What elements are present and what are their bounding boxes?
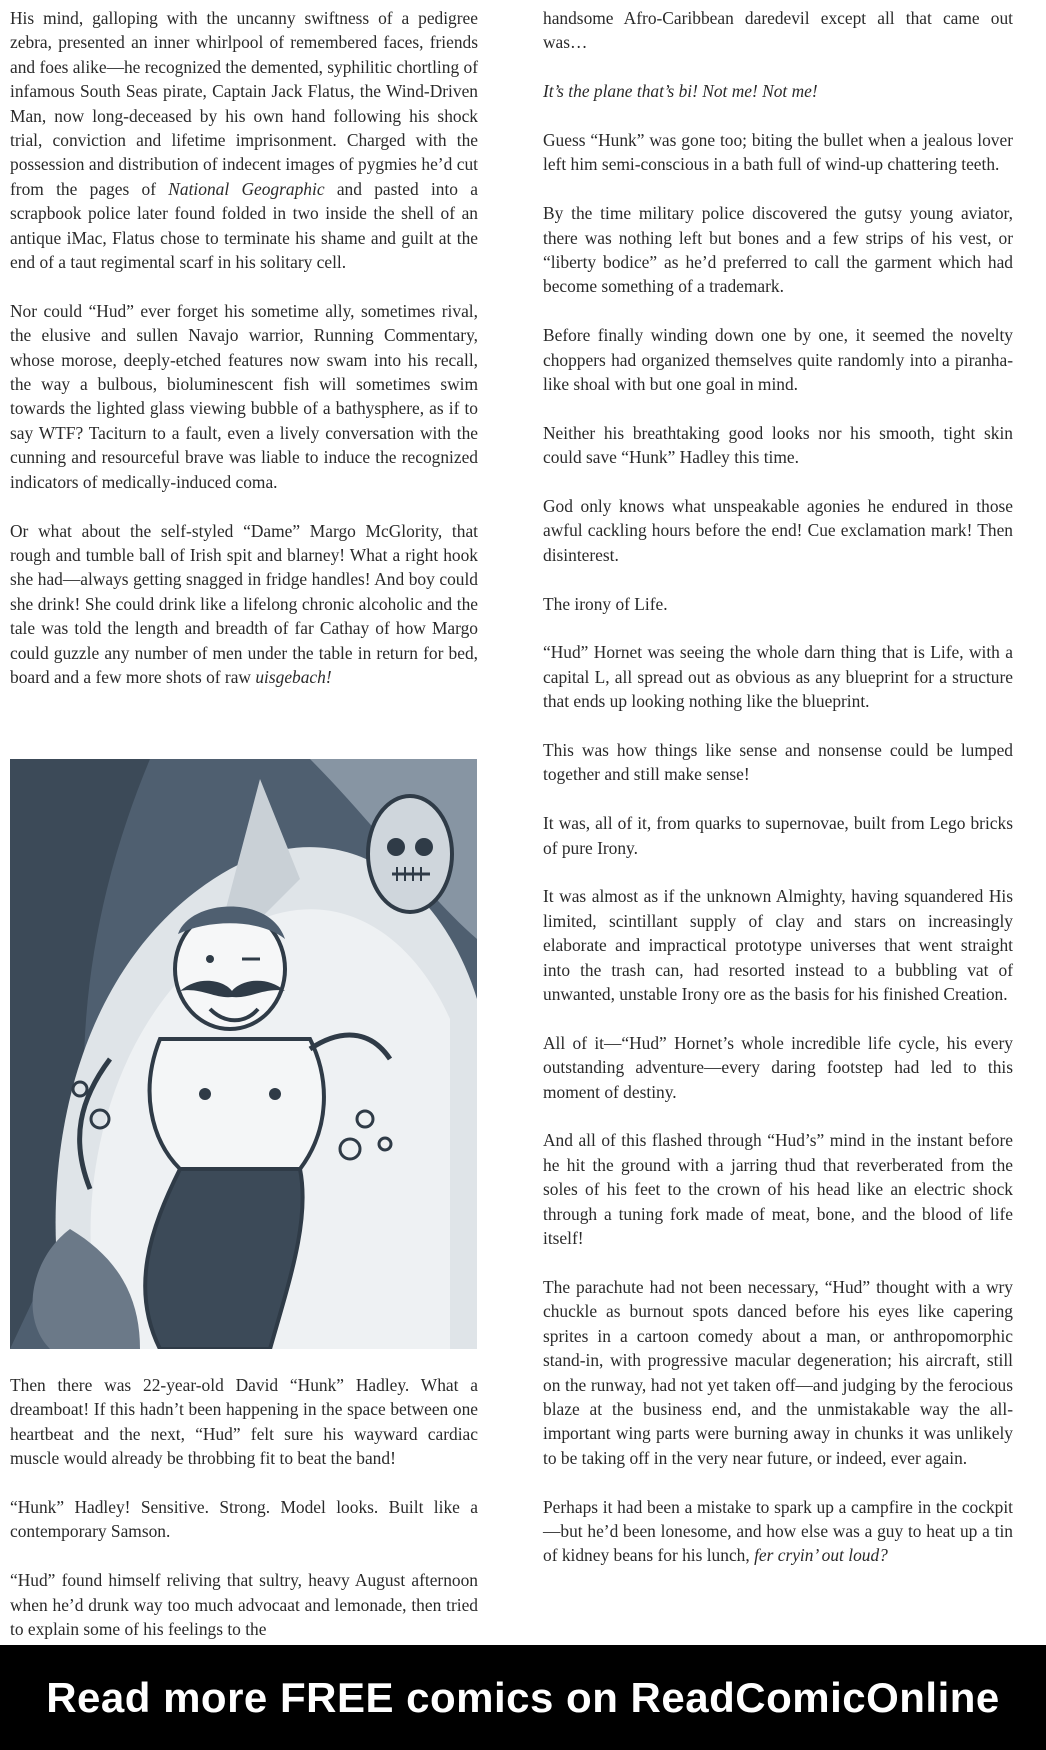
right-paragraph-9: “Hud” Hornet was seeing the whole darn thing that is Life, with a capital L, all spread out as obvious as any blueprint for a structure that ends up looking nothing like the blueprint. [543, 642, 1013, 712]
promo-banner-text[interactable]: Read more FREE comics on ReadComicOnline [46, 1673, 1000, 1721]
right-paragraph-11: It was, all of it, from quarks to supernovae, built from Lego bricks of pure Irony. [543, 813, 1013, 858]
right-paragraph-8: The irony of Life. [543, 593, 668, 614]
left-column [10, 6, 478, 689]
left-column-lower [10, 1373, 478, 1641]
right-paragraph-12: It was almost as if the unknown Almighty, having squandered His limited, scintillant supply of clay and stars on increasingly elaborate and impractical prototype universes that went straight into the trash can, had resorted instead to a bubbling vat of unwanted, unstable Irony ore as the basis for his finished Creation. [543, 886, 1013, 1005]
right-paragraph-3: Guess “Hunk” was gone too; biting the bullet when a jealous lover left him semi-conscious in a bath full of wind-up chattering teeth. [543, 130, 1013, 175]
right-column [543, 6, 1013, 1568]
right-paragraph-2: It’s the plane that’s bi! Not me! Not me! [543, 81, 818, 102]
right-paragraph-15: The parachute had not been necessary, “Hud” thought with a wry chuckle as burnout spots danced before his eyes like capering sprites in a cartoon comedy about a man, or anthropomorphic stand-in, with progressive macular degeneration; his aircraft, still on the runway, had not yet taken off—and judging by the ferocious blaze at the business end, and the unmistakable way the all-important wing parts were burning away in chunks it was unlikely to be taking off in the very near future, or indeed, ever again. [543, 1276, 1013, 1468]
right-paragraph-10: This was how things like sense and nonsense could be lumped together and still make sense! [543, 740, 1013, 785]
right-paragraph-7: God only knows what unspeakable agonies he endured in those awful cackling hours before the end! Cue exclamation mark! Then disinterest. [543, 496, 1013, 565]
right-paragraph-6: Neither his breathtaking good looks nor his smooth, tight skin could save “Hunk” Hadley this time. [543, 422, 1013, 468]
left-paragraph-2: Nor could “Hud” ever forget his sometime ally, sometimes rival, the elusive and sullen Navajo warrior, Running Commentary, whose morose, deeply-etched features now swam into his recall, the way a bulbous, bioluminescent fish will sometimes swim towards the lighted glass viewing bubble of a bathysphere, as if to say WTF? Taciturn to a fault, even a lively conversation with the cunning and resourceful brave was liable to induce the recognized indicators of medically-induced coma. [10, 300, 478, 492]
left-paragraph-5: “Hunk” Hadley! Sensitive. Strong. Model looks. Built like a contemporary Samson. [10, 1497, 478, 1542]
promo-banner[interactable] [0, 1645, 1046, 1750]
left-paragraph-6: “Hud” found himself reliving that sultry, heavy August afternoon when he’d drunk way too much advocaat and lemonade, then tried to explain some of his feelings to the [10, 1570, 478, 1640]
right-paragraph-16: Perhaps it had been a mistake to spark up a campfire in the cockpit—but he’d been lonesome, and how else was a guy to heat up a tin of kidney beans for his lunch, fer cryin’ out loud? [543, 1496, 1013, 1566]
right-paragraph-4: By the time military police discovered the gutsy young aviator, there was nothing left but bones and a few strips of his vest, or “liberty bodice” as he’d preferred to call the garment which had become something of a trademark. [543, 203, 1013, 297]
right-paragraph-14: And all of this flashed through “Hud’s” mind in the instant before he hit the ground with a jarring thud that reverberated from the soles of his feet to the crown of his head like an electric shock through a tuning fork made of meat, bone, and the blood of life itself! [543, 1130, 1013, 1249]
left-paragraph-1: His mind, galloping with the uncanny swiftness of a pedigree zebra, presented an inner whirlpool of remembered faces, friends and foes alike—he recognized the demented, syphilitic chortling of infamous South Seas pirate, Captain Jack Flatus, the Wind-Driven Man, now long-deceased by his own hand following his shock trial, conviction and lifetime imprisonment. Charged with the possession and distribution of indecent images of pygmies he’d cut from the pages of National Geographic and pasted into a scrapbook police later found folded in two inside the shell of an antique iMac, Flatus chose to terminate his shame and guilt at the end of a taut regimental scarf in his solitary cell. [10, 8, 479, 273]
right-paragraph-5: Before finally winding down one by one, it seemed the novelty choppers had organized themselves quite randomly into a piranha-like shoal with but one goal in mind. [543, 325, 1013, 395]
left-paragraph-3: Or what about the self-styled “Dame” Margo McGlority, that rough and tumble ball of Irish spit and blarney! What a right hook she had—always getting snagged in fridge handles! And boy could she drink! She could drink like a lifelong chronic alcoholic and the tale was told the length and breadth of far Cathay of how Margo could guzzle any number of men under the table in return for bed, board and a few more shots of raw uisgebach! [10, 520, 478, 687]
right-paragraph-1: handsome Afro-Caribbean daredevil except all that came out was… [543, 8, 1013, 53]
left-paragraph-4: Then there was 22-year-old David “Hunk” Hadley. What a dreamboat! If this hadn’t been happening in the space between one heartbeat and the next, “Hud” felt sure his wayward cardiac muscle would already be throbbing fit to beat the band! [10, 1375, 478, 1469]
right-paragraph-13: All of it—“Hud” Hornet’s whole incredible life cycle, his every outstanding adventure—every daring footstep had led to this moment of destiny. [543, 1032, 1013, 1102]
illustration-drawing [10, 759, 477, 1349]
mermaid-illustration [10, 759, 477, 1349]
